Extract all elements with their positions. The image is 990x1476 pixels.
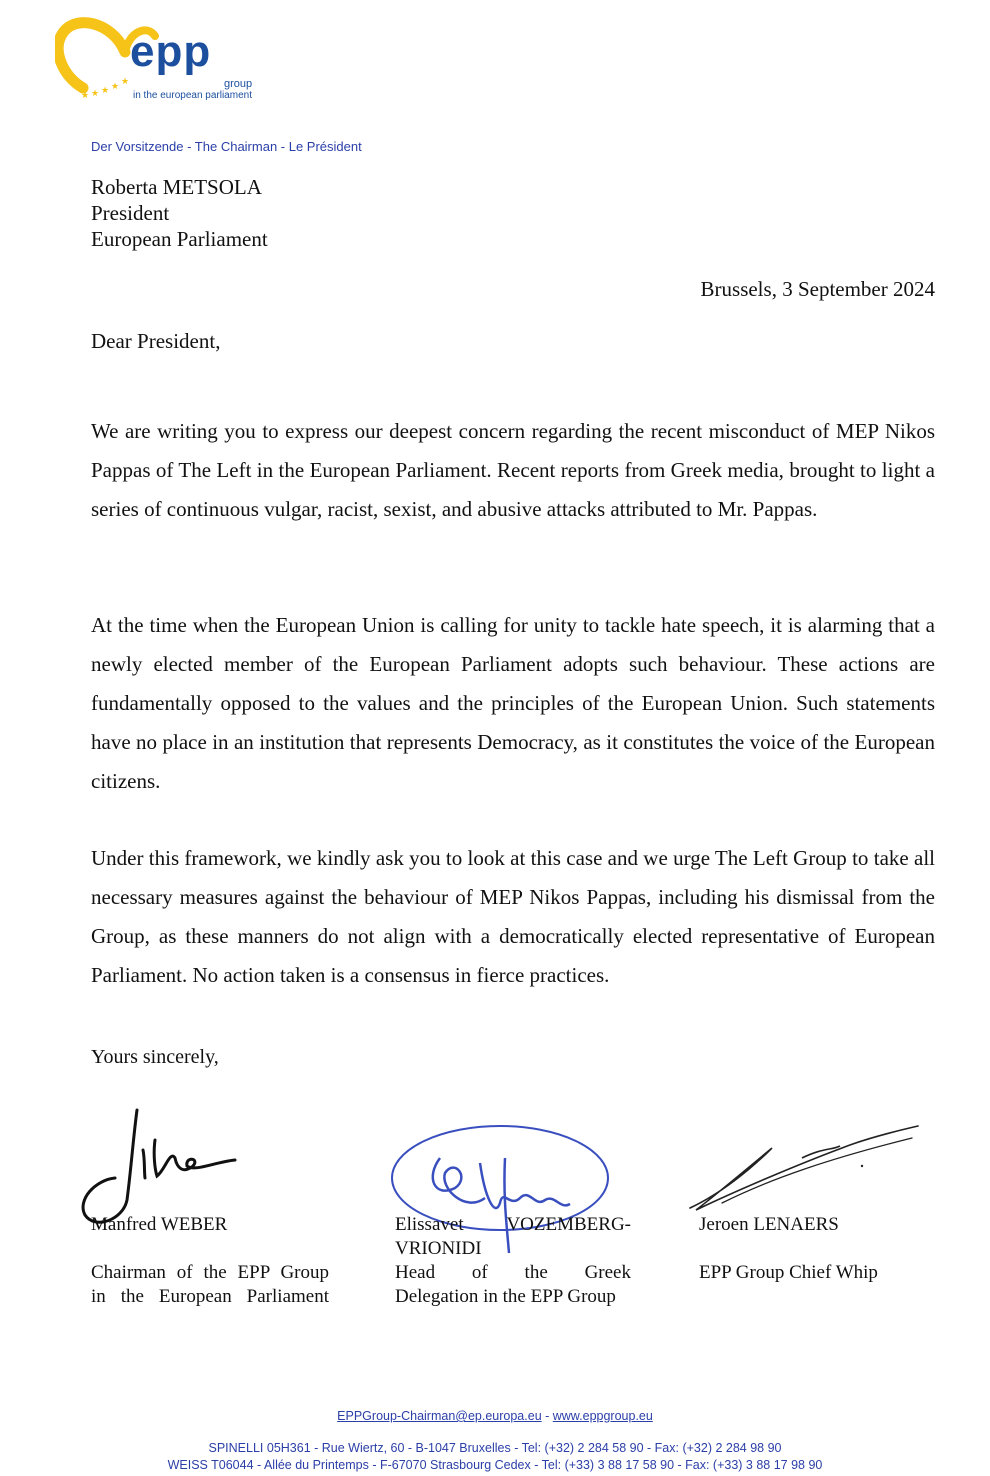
recipient-title: President xyxy=(91,201,170,225)
body-paragraph: Under this framework, we kindly ask you to look at this case and we urge The Left Group to take all necessary measures against the behaviour of MEP Nikos Pappas, including his dismissal from the Group, as these manners do not align with a democratically elected representative of European Parliament. No action taken is a consensus in fierce practices. xyxy=(91,846,935,987)
signatory-name: Manfred WEBER xyxy=(91,1214,228,1235)
signatory-role-line: Head of the Greek xyxy=(395,1262,631,1283)
signatory-role xyxy=(395,1261,631,1309)
salutation: Dear President, xyxy=(91,329,221,353)
footer-address-brussels: SPINELLI 05H361 - Rue Wiertz, 60 - B-1047 Bruxelles - Tel: (+32) 2 284 58 90 - Fax: (+32) 2 284 98 90 xyxy=(208,1441,782,1455)
signatory-role-line: in the European Parliament xyxy=(91,1286,329,1307)
logo-wordmark: epp xyxy=(130,27,212,76)
signatory-role-line: Delegation in the EPP Group xyxy=(395,1286,616,1307)
signatory-name: Jeroen LENAERS xyxy=(699,1214,839,1235)
recipient-name: Roberta METSOLA xyxy=(91,175,262,199)
svg-text:★: ★ xyxy=(121,76,130,86)
recipient-institution: European Parliament xyxy=(91,227,268,251)
footer-website-link[interactable]: www.eppgroup.eu xyxy=(552,1409,653,1423)
svg-text:★: ★ xyxy=(91,88,100,98)
footer-email-link[interactable]: EPPGroup-Chairman@ep.europa.eu xyxy=(337,1409,542,1423)
logo-subtitle: in the european parliament xyxy=(133,90,252,101)
signatory-role-line: Chairman of the EPP Group xyxy=(91,1262,329,1283)
closing: Yours sincerely, xyxy=(91,1046,219,1068)
signatory-role-line: EPP Group Chief Whip xyxy=(699,1262,878,1283)
recipient-block xyxy=(91,174,268,252)
signature-lenaers xyxy=(682,1118,924,1216)
date-line: Brussels, 3 September 2024 xyxy=(700,277,935,301)
footer-separator: - xyxy=(541,1409,553,1423)
svg-text:★: ★ xyxy=(101,85,110,95)
footer-links xyxy=(0,1409,990,1423)
body-paragraph: We are writing you to express our deepest concern regarding the recent misconduct of MEP Nikos Pappas of The Left in the European Parliament. Recent reports from Greek media, brought to light a series of continuous vulgar, racist, sexist, and abusive attacks attributed to Mr. Pappas. xyxy=(91,419,935,521)
svg-text:★: ★ xyxy=(81,90,90,100)
office-line: Der Vorsitzende - The Chairman - Le Président xyxy=(91,139,362,154)
svg-text:★: ★ xyxy=(111,81,120,91)
signatory-role xyxy=(699,1261,878,1285)
footer-address-strasbourg: WEISS T06044 - Allée du Printemps - F-67070 Strasbourg Cedex - Tel: (+33) 3 88 17 58 90 - Fax: (+33) 3 88 17 98 90 xyxy=(167,1458,823,1472)
signatory-role xyxy=(91,1261,329,1309)
body-paragraph: At the time when the European Union is calling for unity to tackle hate speech, it is alarming that a newly elected member of the European Parliament adopts such behaviour. These actions are fundamentally opposed to the values and the principles of the European Union. Such statements have no place in an institution that represents Democracy, as it constitutes the voice of the European citizens. xyxy=(91,613,935,793)
logo-group-label: group xyxy=(224,78,253,90)
signatory-name: Elissavet VOZEMBERG-VRIONIDI xyxy=(395,1214,631,1259)
